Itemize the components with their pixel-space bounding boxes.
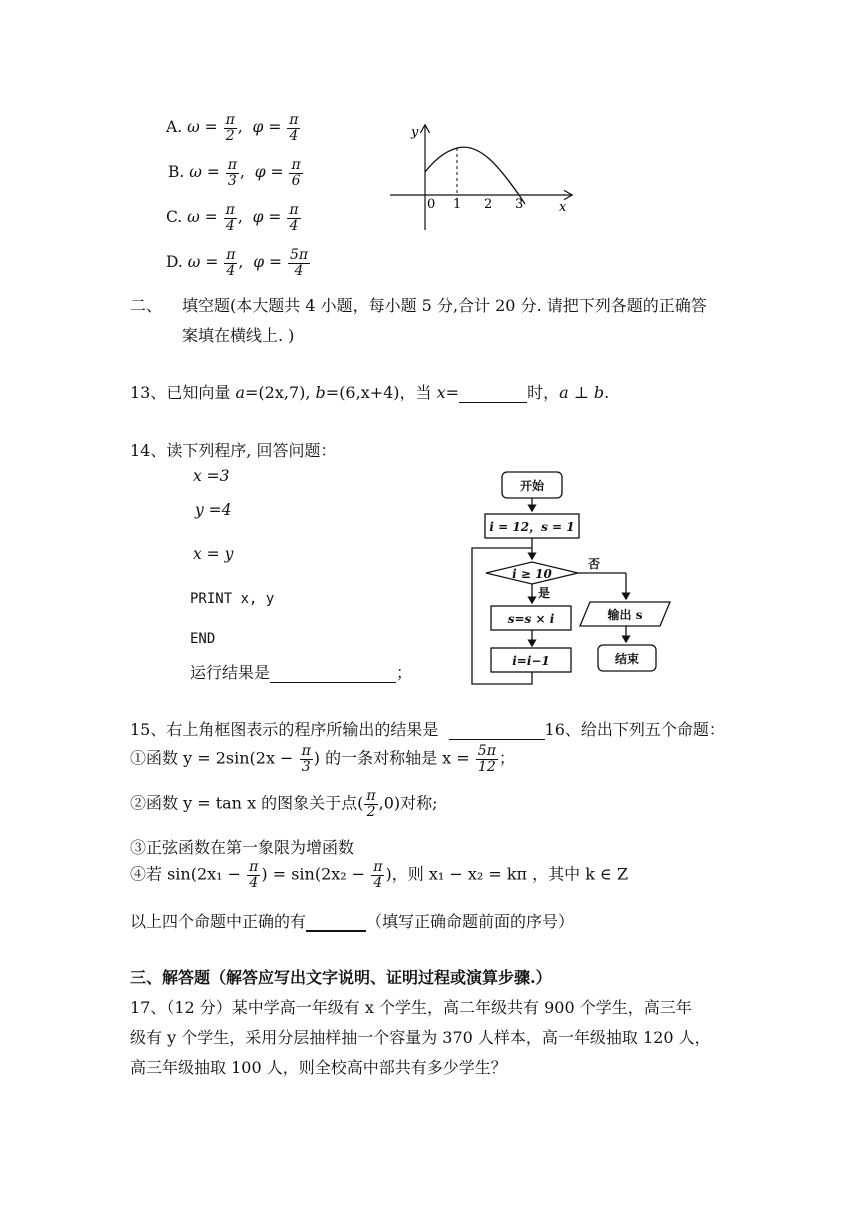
- q13-suffix: 时，: [527, 383, 560, 402]
- phi-fraction: $\frac{5\pi}{4}$: [289, 247, 309, 279]
- p4-fraction: $\frac{\pi}{4}$: [249, 859, 259, 891]
- q15-answer-blank[interactable]: [449, 720, 545, 740]
- proposition-3: ③正弦函数在第一象限为增函数: [130, 838, 355, 857]
- omega-symbol: ω =: [187, 118, 218, 137]
- flowchart: [466, 466, 676, 690]
- tick-label: 1: [453, 197, 462, 212]
- phi-symbol: φ =: [254, 163, 284, 182]
- p1-fraction-2: $\frac{5\pi}{12}$: [477, 743, 496, 775]
- function-graph: [385, 120, 575, 235]
- q16-answer-blank[interactable]: [306, 911, 366, 932]
- q13-prefix: 13、已知向量: [130, 383, 236, 402]
- q17-line3: 高三年级抽取 100 人，则全校高中部共有多少学生？: [130, 1058, 507, 1077]
- p1-end: ；: [498, 748, 515, 768]
- section2-number: 二、: [130, 296, 163, 315]
- perpendicular-expression: a ⊥ b: [559, 383, 605, 402]
- y-axis-label: y: [411, 125, 419, 140]
- q14-title: 14、读下列程序, 回答问题：: [130, 441, 337, 460]
- omega-fraction: $\frac{\pi}{4}$: [225, 202, 235, 234]
- option-b: B. ω = $\frac{\pi}{3}$ , φ = $\frac{\pi}{6}$: [168, 157, 301, 189]
- q16-title: 16、给出下列五个命题：: [544, 720, 725, 739]
- p4-end: )，则 x₁ − x₂ = kπ ，其中 k ∈ Z: [385, 864, 629, 884]
- option-c: C. ω = $\frac{\pi}{4}$ , φ = $\frac{\pi}{4}$: [166, 202, 299, 234]
- flow-output-label: 输出 s: [607, 608, 643, 622]
- p4-middle: ) = sin(2x₂ −: [261, 864, 366, 884]
- omega-fraction: $\frac{\pi}{2}$: [225, 112, 235, 144]
- omega-fraction: $\frac{\pi}{4}$: [226, 247, 236, 279]
- q15-text: 15、右上角框图表示的程序所输出的结果是: [130, 720, 439, 739]
- equals-sign: =: [445, 383, 460, 402]
- option-letter: B.: [168, 163, 185, 182]
- tick-label: 2: [484, 197, 493, 212]
- code-line: END: [190, 631, 216, 647]
- q13-period: .: [604, 383, 610, 402]
- phi-fraction: $\frac{\pi}{6}$: [291, 157, 301, 189]
- q15-q16-line: [130, 717, 725, 740]
- result-end: ；: [396, 663, 413, 682]
- flow-yes-label: 是: [537, 586, 551, 600]
- option-letter: D.: [166, 253, 183, 272]
- option-letter: C.: [166, 208, 183, 227]
- phi-symbol: φ =: [252, 118, 282, 137]
- code-line: x =3: [193, 467, 230, 485]
- omega-symbol: ω =: [189, 163, 220, 182]
- flow-start-label: 开始: [519, 479, 545, 493]
- flow-init-label: i = 12，s = 1: [489, 520, 575, 534]
- p1-prefix: ①函数 y = 2sin(2x −: [130, 748, 294, 768]
- proposition-4: [130, 860, 628, 890]
- q14-result: [190, 660, 412, 683]
- option-letter: A.: [166, 118, 183, 137]
- p4-fraction-2: $\frac{\pi}{4}$: [373, 859, 383, 891]
- phi-symbol: φ =: [252, 208, 282, 227]
- proposition-2: [130, 789, 438, 819]
- proposition-1: [130, 744, 515, 774]
- variable-x: x: [436, 383, 446, 402]
- vector-a-value: =(2x,7),: [245, 383, 316, 402]
- phi-fraction: $\frac{\pi}{4}$: [289, 112, 299, 144]
- vector-a: a: [235, 383, 245, 402]
- q14-answer-blank[interactable]: [270, 663, 396, 683]
- omega-fraction: $\frac{\pi}{3}$: [227, 157, 237, 189]
- q17-line2: 级有 y 个学生，采用分层抽样抽一个容量为 370 人样本，高一年级抽取 120 人，: [130, 1028, 711, 1047]
- conclusion-suffix: （填写正确命题前面的序号）: [366, 912, 575, 931]
- code-line: y =4: [195, 501, 232, 519]
- section3-heading: 三、解答题（解答应写出文字说明、证明过程或演算步骤.）: [130, 968, 552, 987]
- p2-fraction: $\frac{\pi}{2}$: [366, 788, 376, 820]
- vector-b-value: =(6,x+4)，当: [325, 383, 437, 402]
- p4-prefix: ④若 sin(2x₁ −: [130, 864, 242, 884]
- result-label: 运行结果是: [190, 663, 271, 682]
- p1-fraction: $\frac{\pi}{3}$: [301, 743, 311, 775]
- p2-prefix: ②函数 y = tan x 的图象关于点(: [130, 793, 364, 813]
- p2-end: ,0)对称;: [378, 793, 438, 813]
- phi-fraction: $\frac{\pi}{4}$: [289, 202, 299, 234]
- q17-line1: 17、（12 分）某中学高一年级有 x 个学生，高二年级共有 900 个学生，高三年: [130, 998, 692, 1017]
- code-line: PRINT x, y: [190, 591, 275, 607]
- flow-multiply-label: s=s × i: [507, 612, 555, 626]
- option-a: A. ω = $\frac{\pi}{2}$ , φ = $\frac{\pi}{4}$: [166, 112, 299, 144]
- section2-heading-line1: 填空题(本大题共 4 小题，每小题 5 分,合计 20 分. 请把下列各题的正确答: [182, 296, 707, 315]
- code-line: x = y: [193, 545, 234, 563]
- omega-symbol: ω =: [187, 253, 219, 272]
- omega-symbol: ω =: [187, 208, 218, 227]
- option-d: D. ω = $\frac{\pi}{4}$ , φ = $\frac{5\pi}{4}$: [166, 247, 309, 279]
- vector-b: b: [315, 383, 326, 402]
- phi-symbol: φ =: [253, 253, 283, 272]
- tick-label: 3: [515, 197, 524, 212]
- question-13: [130, 380, 609, 403]
- flow-condition-label: i ≥ 10: [512, 567, 552, 581]
- conclusion-prefix: 以上四个命题中正确的有: [130, 912, 307, 931]
- flow-no-label: 否: [587, 557, 601, 571]
- p1-middle: ) 的一条对称轴是 x =: [313, 748, 470, 768]
- section2-heading-line2: 案填在横线上. ): [182, 326, 295, 345]
- q16-conclusion: [130, 909, 574, 932]
- q13-answer-blank[interactable]: [459, 383, 527, 403]
- flow-decrement-label: i=i−1: [512, 654, 550, 668]
- x-axis-label: x: [559, 200, 567, 215]
- flow-end-label: 结束: [614, 652, 640, 666]
- tick-label: 0: [427, 197, 436, 212]
